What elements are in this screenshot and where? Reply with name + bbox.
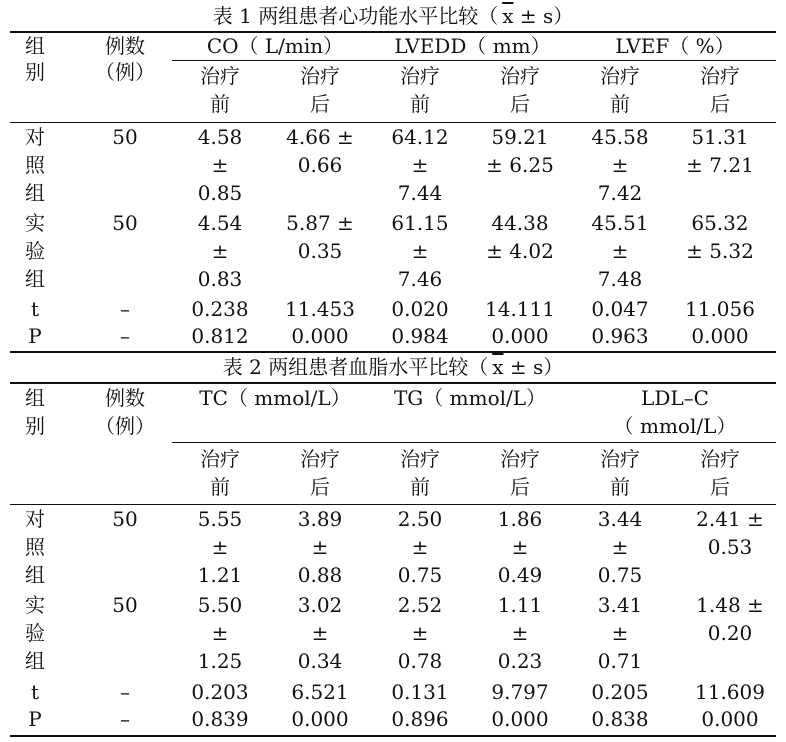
table1-header-group-2: 别 xyxy=(25,60,45,84)
table1-p-lvedd-pre: 0.984 xyxy=(391,324,449,348)
table2-t-tc-post: 6.521 xyxy=(291,680,349,704)
table1-control-lvedd-post-1: 59.21 xyxy=(491,125,549,149)
table2-header-ldl-2: （ mmol/L） xyxy=(613,414,737,438)
table2-header-group-1: 组 xyxy=(25,386,45,410)
table1-control-lvef-pre-2: ± xyxy=(611,153,629,177)
table1-t-lvedd-pre: 0.020 xyxy=(391,297,449,321)
table2-header-bottom-rule xyxy=(10,504,776,505)
table2-t-ldl-pre: 0.205 xyxy=(591,680,649,704)
table1-exp-co-pre-2: ± xyxy=(211,239,229,263)
table1-header-bottom-rule xyxy=(10,122,776,123)
table1-p-label: P xyxy=(28,324,42,348)
table1-lvedd-pre-label-2: 前 xyxy=(410,92,430,116)
table2-exp-tc-post-3: 0.34 xyxy=(297,649,343,673)
table2-header-n-2: （例） xyxy=(95,414,155,438)
table1-exp-co-post-2: 0.35 xyxy=(297,239,343,263)
table2-exp-ldl-post-1: 1.48 ± xyxy=(696,593,764,617)
table1-exp-lvedd-pre-3: 7.46 xyxy=(397,267,443,291)
table2-header-tg: TG（ mmol/L） xyxy=(393,386,547,410)
table1-co-pre-label-1: 治疗 xyxy=(200,64,240,88)
table2-control-ldl-post-1: 2.41 ± xyxy=(696,507,764,531)
table1-lvef-pre-label-1: 治疗 xyxy=(600,64,640,88)
table2-exp-label-2: 验 xyxy=(25,621,45,645)
table2-control-tc-post-1: 3.89 xyxy=(297,507,343,531)
table2-control-tg-pre-3: 0.75 xyxy=(397,563,443,587)
table2-exp-ldl-post-2: 0.20 xyxy=(707,621,753,645)
table2-control-tg-pre-2: ± xyxy=(411,535,429,559)
table2-control-ldl-pre-3: 0.75 xyxy=(597,563,643,587)
table2-control-ldl-post-2: 0.53 xyxy=(707,535,753,559)
table2-p-n: – xyxy=(120,707,130,731)
table2-control-tc-pre-3: 1.21 xyxy=(197,563,243,587)
table1-control-lvef-post-1: 51.31 xyxy=(691,125,749,149)
table1-exp-co-pre-3: 0.83 xyxy=(197,267,243,291)
table2-exp-tg-pre-3: 0.78 xyxy=(397,649,443,673)
table1-exp-label-2: 验 xyxy=(25,239,45,263)
table2-control-tc-post-2: ± xyxy=(311,535,329,559)
table1-t-lvedd-post: 14.111 xyxy=(485,297,555,321)
table1-p-co-post: 0.000 xyxy=(291,324,349,348)
table2-t-tg-post: 9.797 xyxy=(491,680,549,704)
table2-ldl-post-label-2: 后 xyxy=(710,475,730,499)
table2-exp-tc-pre-2: ± xyxy=(211,621,229,645)
table1-control-label-3: 组 xyxy=(25,181,45,205)
table1-t-lvef-pre: 0.047 xyxy=(591,297,649,321)
table2-exp-tg-pre-1: 2.52 xyxy=(397,593,443,617)
table1-exp-label-3: 组 xyxy=(25,267,45,291)
table1-header-lvedd: LVEDD（ mm） xyxy=(394,34,551,58)
table2-exp-tc-post-2: ± xyxy=(311,621,329,645)
table2-tg-pre-label-2: 前 xyxy=(410,475,430,499)
table1-exp-n: 50 xyxy=(112,211,138,235)
table2-p-tc-post: 0.000 xyxy=(291,707,349,731)
table1-t-lvef-post: 11.056 xyxy=(685,297,755,321)
table1-lvedd-post-label-1: 治疗 xyxy=(500,64,540,88)
table1-p-lvef-pre: 0.963 xyxy=(591,324,649,348)
table2-control-tg-post-3: 0.49 xyxy=(497,563,543,587)
table1-exp-lvedd-pre-1: 61.15 xyxy=(391,211,449,235)
table2-control-tg-post-1: 1.86 xyxy=(497,507,543,531)
table2-p-ldl-post: 0.000 xyxy=(701,707,759,731)
table1-control-lvedd-post-2: ± 6.25 xyxy=(486,153,554,177)
table1-exp-lvedd-pre-2: ± xyxy=(411,239,429,263)
table2-control-tc-pre-1: 5.55 xyxy=(197,507,243,531)
table1-co-post-label-2: 后 xyxy=(310,92,330,116)
table1-control-lvedd-pre-2: ± xyxy=(411,153,429,177)
table2-tg-post-label-2: 后 xyxy=(510,475,530,499)
table2-p-ldl-pre: 0.838 xyxy=(591,707,649,731)
table2-exp-tg-post-3: 0.23 xyxy=(497,649,543,673)
table1-p-lvef-post: 0.000 xyxy=(691,324,749,348)
table1-t-label: t xyxy=(30,297,40,321)
table2-ldl-post-label-1: 治疗 xyxy=(700,447,740,471)
table2-control-tg-post-2: ± xyxy=(511,535,529,559)
table2-control-ldl-pre-1: 3.44 xyxy=(597,507,643,531)
table2-tg-pre-label-1: 治疗 xyxy=(400,447,440,471)
table1-control-label-1: 对 xyxy=(25,125,45,149)
table1-control-label-2: 照 xyxy=(25,153,45,177)
table2-exp-label-3: 组 xyxy=(25,649,45,673)
table1-exp-lvef-pre-1: 45.51 xyxy=(591,211,649,235)
table2-p-label: P xyxy=(28,707,42,731)
table2-header-group-2: 别 xyxy=(25,414,45,438)
table1-control-co-pre-2: ± xyxy=(211,153,229,177)
table2-title: 表 2 两组患者血脂水平比较（ $\overline{x} \pm s$） xyxy=(222,355,564,379)
table2-control-tg-pre-1: 2.50 xyxy=(397,507,443,531)
table2-tc-post-label-1: 治疗 xyxy=(300,447,340,471)
table2-control-ldl-pre-2: ± xyxy=(611,535,629,559)
table1-control-n: 50 xyxy=(112,125,138,149)
table1-top-rule xyxy=(10,31,776,33)
table1-exp-lvedd-post-2: ± 4.02 xyxy=(486,239,554,263)
table2-tc-pre-label-1: 治疗 xyxy=(200,447,240,471)
table2-p-tg-post: 0.000 xyxy=(491,707,549,731)
table1-exp-lvef-post-1: 65.32 xyxy=(691,211,749,235)
table1-header-co: CO（ L/min） xyxy=(206,34,344,58)
table2-exp-tc-post-1: 3.02 xyxy=(297,593,343,617)
table1-exp-lvef-pre-3: 7.48 xyxy=(597,267,643,291)
table1-co-post-label-1: 治疗 xyxy=(300,64,340,88)
table2-exp-ldl-pre-2: ± xyxy=(611,621,629,645)
table2-exp-tg-pre-2: ± xyxy=(411,621,429,645)
table1-lvef-pre-label-2: 前 xyxy=(610,92,630,116)
table2-t-tg-pre: 0.131 xyxy=(391,680,449,704)
table1-exp-co-pre-1: 4.54 xyxy=(197,211,243,235)
table1-exp-co-post-1: 5.87 ± xyxy=(286,211,354,235)
table1-t-co-pre: 0.238 xyxy=(191,297,249,321)
table1-exp-label-1: 实 xyxy=(25,211,45,235)
table2-t-label: t xyxy=(30,680,40,704)
table1-subheader-rule xyxy=(172,60,776,61)
table1-lvef-post-label-1: 治疗 xyxy=(700,64,740,88)
table2-header-n-1: 例数 xyxy=(105,386,145,410)
table2-top-rule xyxy=(10,382,776,384)
table2-exp-tg-post-2: ± xyxy=(511,621,529,645)
table2-header-tc: TC（ mmol/L） xyxy=(199,386,351,410)
table2-p-tc-pre: 0.839 xyxy=(191,707,249,731)
table1-header-n-2: （例） xyxy=(95,60,155,84)
table1-control-lvef-pre-1: 45.58 xyxy=(591,125,649,149)
table1-p-lvedd-post: 0.000 xyxy=(491,324,549,348)
table1-lvedd-post-label-2: 后 xyxy=(510,92,530,116)
table1-t-co-post: 11.453 xyxy=(285,297,355,321)
table1-p-co-pre: 0.812 xyxy=(191,324,249,348)
table1-co-pre-label-2: 前 xyxy=(210,92,230,116)
table1-bottom-rule xyxy=(10,351,776,353)
table2-control-label-3: 组 xyxy=(25,563,45,587)
table1-t-n: – xyxy=(120,297,130,321)
table2-control-label-1: 对 xyxy=(25,507,45,531)
table2-control-tc-pre-2: ± xyxy=(211,535,229,559)
table1-exp-lvedd-post-1: 44.38 xyxy=(491,211,549,235)
table2-tc-post-label-2: 后 xyxy=(310,475,330,499)
table2-exp-ldl-pre-3: 0.71 xyxy=(597,649,643,673)
table2-ldl-pre-label-1: 治疗 xyxy=(600,447,640,471)
table1-header-group-1: 组 xyxy=(25,34,45,58)
table2-exp-ldl-pre-1: 3.41 xyxy=(597,593,643,617)
table2-t-n: – xyxy=(120,680,130,704)
table2-tc-pre-label-2: 前 xyxy=(210,475,230,499)
table2-p-tg-pre: 0.896 xyxy=(391,707,449,731)
table1-control-lvedd-pre-1: 64.12 xyxy=(391,125,449,149)
table2-tg-post-label-1: 治疗 xyxy=(500,447,540,471)
table2-exp-n: 50 xyxy=(112,593,138,617)
table1-control-co-pre-3: 0.85 xyxy=(197,181,243,205)
table2-control-label-2: 照 xyxy=(25,535,45,559)
table1-header-lvef: LVEF（ %） xyxy=(615,34,735,58)
table2-t-tc-pre: 0.203 xyxy=(191,680,249,704)
table1-exp-lvef-post-2: ± 5.32 xyxy=(686,239,754,263)
table1-p-n: – xyxy=(120,324,130,348)
table1-header-n-1: 例数 xyxy=(105,34,145,58)
table2-control-n: 50 xyxy=(112,507,138,531)
table1-title: 表 1 两组患者心功能水平比较（ $\overline{x} \pm s$） xyxy=(212,4,574,28)
table2-exp-tc-pre-1: 5.50 xyxy=(197,593,243,617)
table1-lvef-post-label-2: 后 xyxy=(710,92,730,116)
table2-exp-tg-post-1: 1.11 xyxy=(497,593,543,617)
table2-control-tc-post-3: 0.88 xyxy=(297,563,343,587)
table1-lvedd-pre-label-1: 治疗 xyxy=(400,64,440,88)
table1-control-co-post-2: 0.66 xyxy=(297,153,343,177)
table1-exp-lvef-pre-2: ± xyxy=(611,239,629,263)
table2-t-ldl-post: 11.609 xyxy=(695,680,765,704)
table1-control-co-post-1: 4.66 ± xyxy=(286,125,354,149)
table1-control-co-pre-1: 4.58 xyxy=(197,125,243,149)
table2-ldl-pre-label-2: 前 xyxy=(610,475,630,499)
table1-control-lvef-post-2: ± 7.21 xyxy=(686,153,754,177)
table1-control-lvef-pre-3: 7.42 xyxy=(597,181,643,205)
table2-bottom-rule xyxy=(10,735,776,737)
table2-subheader-rule xyxy=(172,442,776,443)
table2-exp-label-1: 实 xyxy=(25,593,45,617)
table2-header-ldl-1: LDL–C xyxy=(641,386,709,410)
table2-exp-tc-pre-3: 1.25 xyxy=(197,649,243,673)
table1-control-lvedd-pre-3: 7.44 xyxy=(397,181,443,205)
